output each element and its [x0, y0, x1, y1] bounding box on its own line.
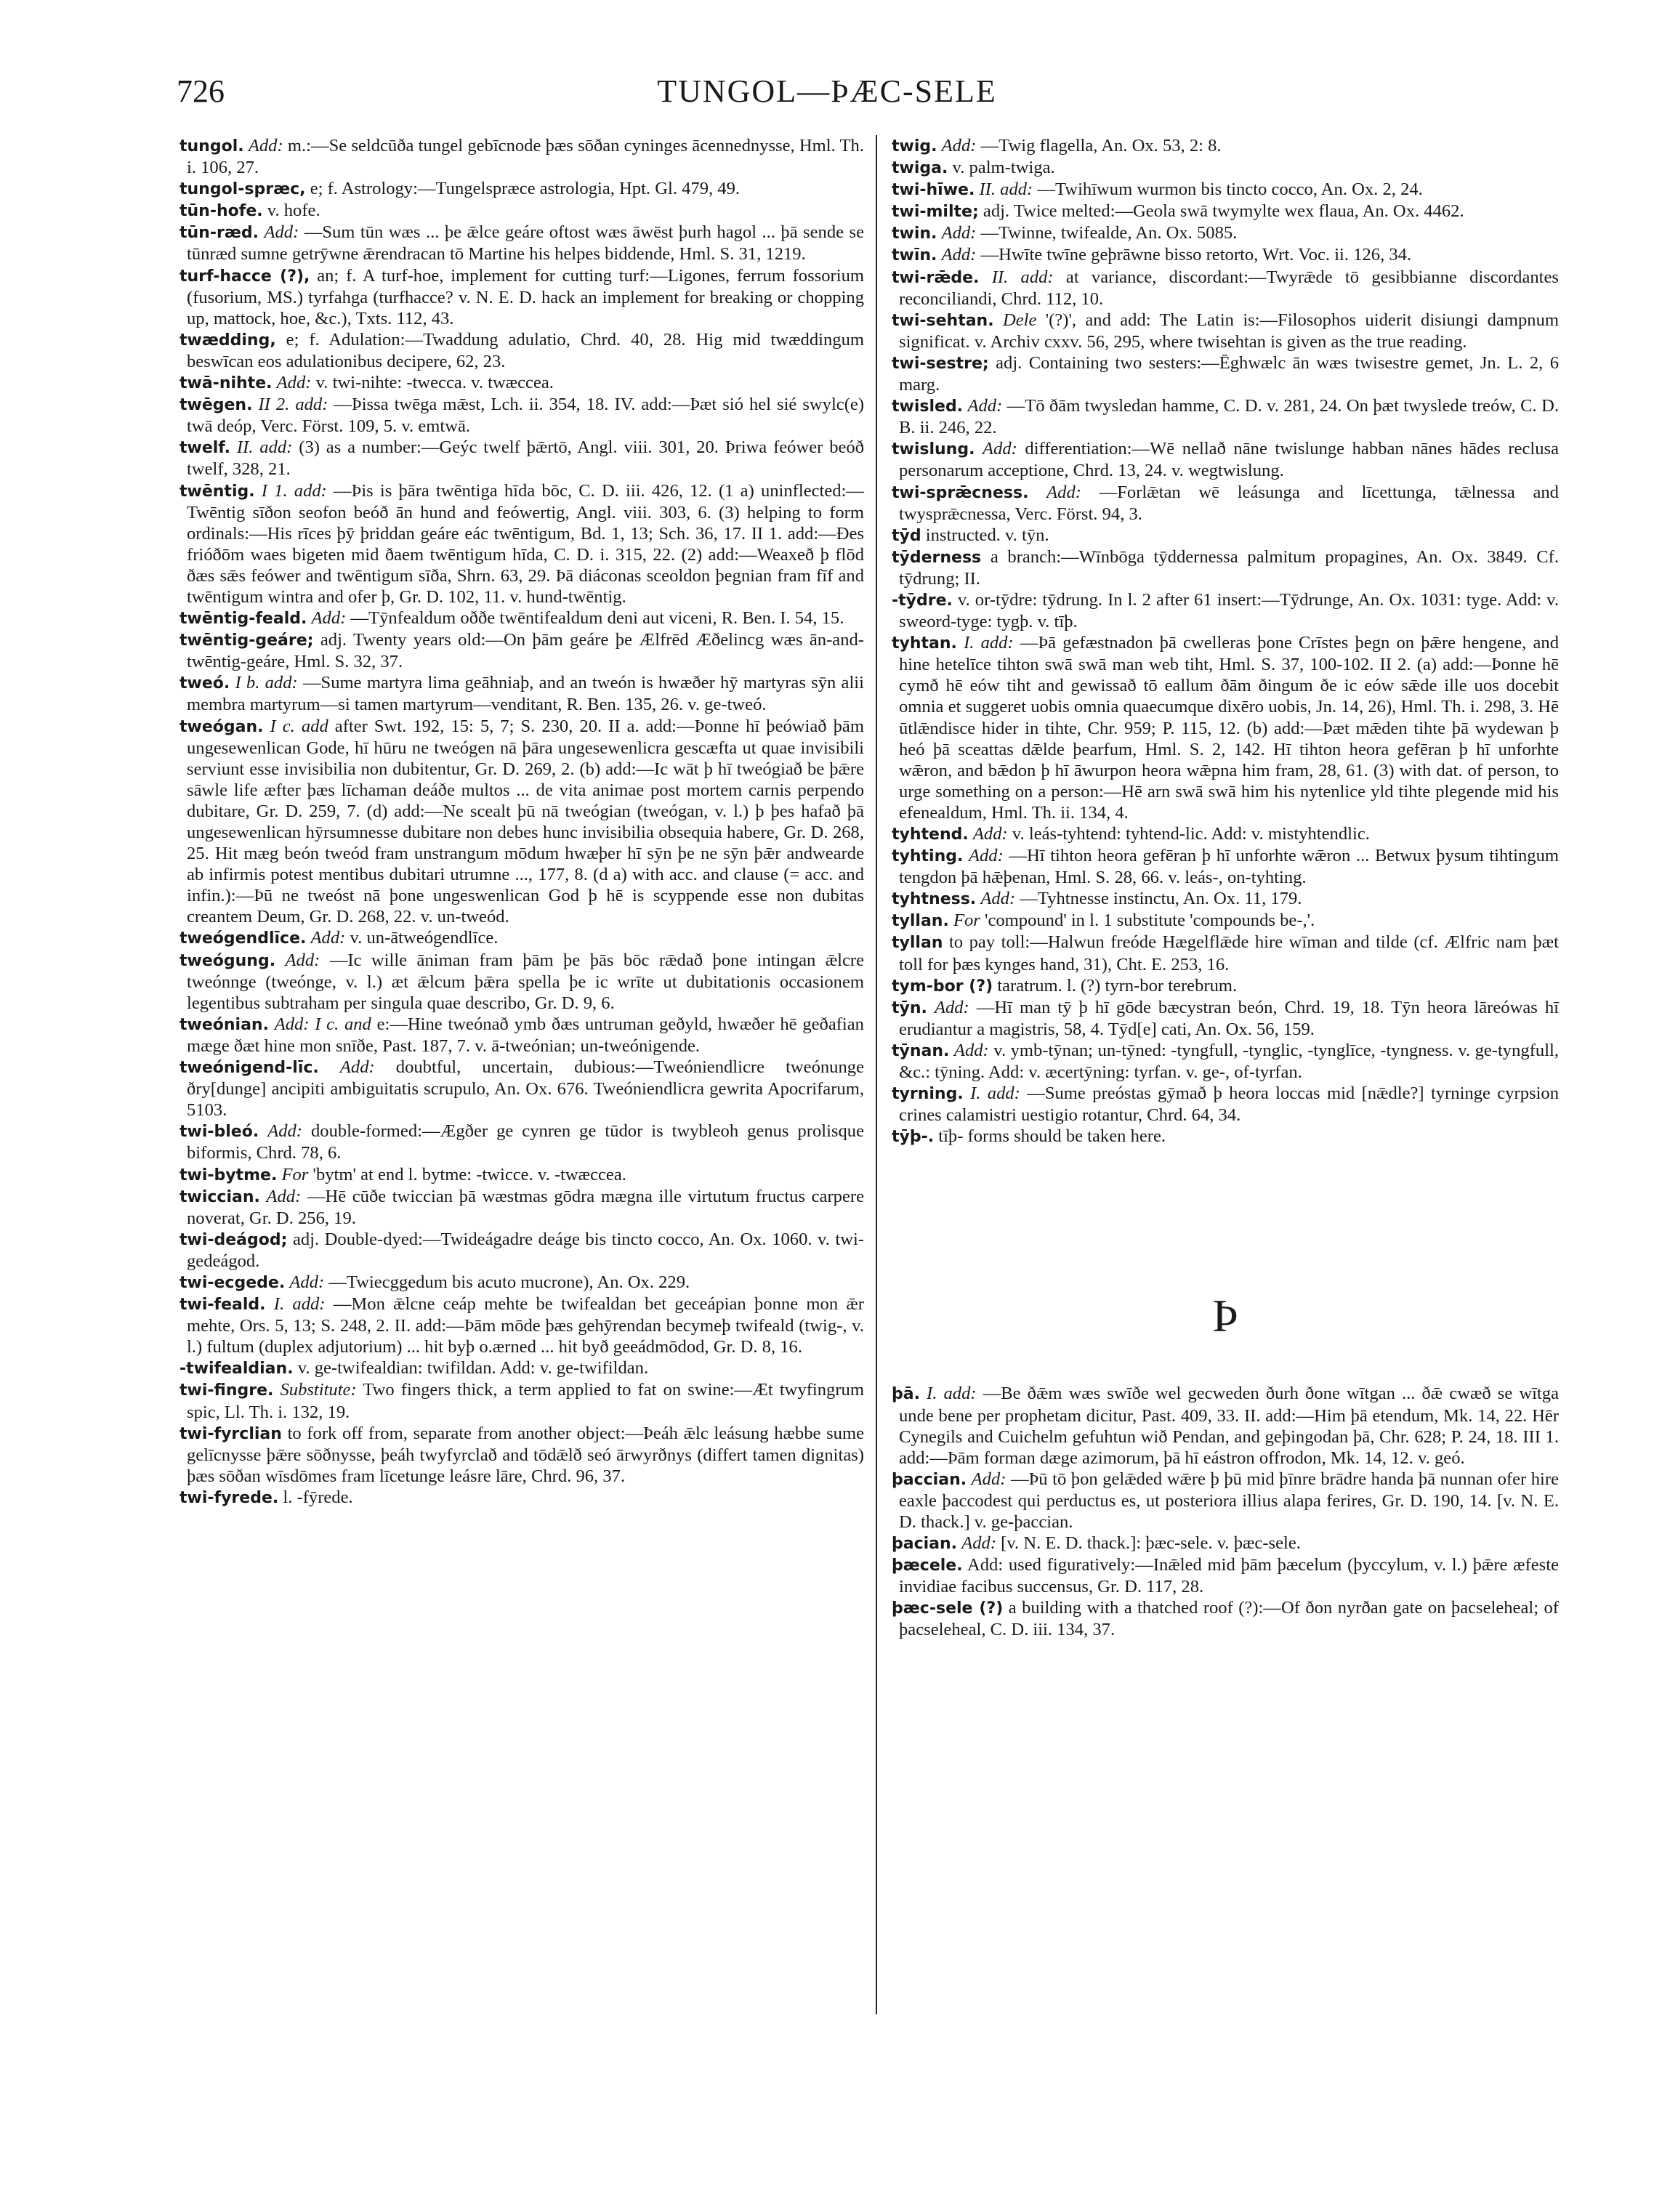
entry-label: Add: — [276, 373, 312, 393]
entry-text: —Sume preóstas gȳmað þ heora loccas mid [nǣdle?] tyrninge cyrpsion crines calamistri uestigio rotantur, Chrd. 64, 34. — [899, 1083, 1559, 1126]
entry-text: a branch:—Wīnbōga tȳddernessa palmitum propagines, An. Ox. 3849. Cf. tȳdrung; II. — [899, 546, 1559, 589]
dictionary-entry — [179, 135, 864, 178]
entry-headword: tūn-ræd. — [179, 224, 259, 243]
entry-headword: tȳderness — [892, 548, 982, 567]
entry-headword: twi-sprǣcness. — [892, 483, 1029, 502]
entry-label: Add: — [980, 889, 1016, 909]
entry-label: Add: — [248, 136, 283, 156]
dictionary-entry — [892, 525, 1559, 546]
entry-label: Dele — [1002, 310, 1037, 330]
entry-headword: tym-bor (?) — [892, 977, 993, 996]
entry-headword: twēntig. — [179, 482, 255, 501]
entry-text: adj. Double-dyed:—Twideágadre deáge bis tincto cocco, An. Ox. 1060. v. twi-gedeágod. — [187, 1229, 864, 1271]
entry-headword: tweógendlīce. — [179, 929, 307, 948]
entry-label: I. add: — [970, 1083, 1020, 1104]
entry-headword: tyllan — [892, 934, 943, 953]
entry-label: I. add: — [964, 633, 1014, 653]
dictionary-entry — [892, 267, 1559, 310]
entry-headword: þacian. — [892, 1535, 958, 1554]
entry-label: Add: — [285, 950, 320, 970]
entry-headword: þæcele. — [892, 1557, 963, 1575]
entry-text: —Hwīte twīne geþrāwne bisso retorto, Wrt. Voc. ii. 126, 34. — [980, 245, 1412, 265]
dictionary-entry — [892, 845, 1559, 888]
dictionary-entry — [892, 310, 1559, 352]
entry-text: v. ymb-tȳnan; un-tȳned: -tyngfull, -tynglic, -tynglīce, -tyngness. v. ge-tyngfull, &c.: tȳning. Add: v. æcertȳning: tyrfan. v. ge-, of-tyrfan. — [899, 1040, 1560, 1083]
entry-label: I c. add — [270, 716, 328, 736]
dictionary-entry — [892, 438, 1559, 481]
entry-text: l. -fȳrede. — [283, 1487, 353, 1507]
entry-text: v. or-tȳdre: tȳdrung. In l. 2 after 61 insert:—Tȳdrunge, An. Ox. 1031: tyge. Add: v. sweord-tyge: tygþ. v. tīþ. — [899, 589, 1559, 632]
dictionary-entry — [892, 546, 1559, 589]
dictionary-entry — [179, 1014, 864, 1057]
right-column-entries — [892, 135, 1559, 1147]
entry-label: Add: — [941, 223, 977, 243]
entry-label: I. add: — [927, 1384, 977, 1404]
entry-headword: tyhting. — [892, 847, 964, 866]
entry-headword: twīn. — [892, 246, 937, 265]
entry-text: to pay toll:—Halwun freóde Hægelflǣde hire wīman and tilde (cf. Ælfric nam þæt toll for þæs kynges hand, 31), Cht. E. 253, 16. — [899, 932, 1559, 974]
entry-headword: twi-fyrede. — [179, 1488, 279, 1507]
dictionary-entry — [892, 157, 1559, 179]
entry-label: I. add: — [273, 1294, 326, 1315]
entry-label: Add: — [310, 928, 346, 948]
entry-text: doubtful, uncertain, dubious:—Tweóniendlicre tweónunge ðry[dunge] ancipiti ambiguitatis scrupulo, An. Ox. 676. Tweóniendlicra gewrita Apocrifarum, 5103. — [187, 1057, 864, 1121]
entry-text: e; f. Adulation:—Twaddung adulatio, Chrd. 40, 28. Hig mid twæddingum beswīcan eos adulationibus decipere, 62, 23. — [187, 329, 864, 371]
entry-label: Add: — [934, 997, 969, 1017]
entry-headword: twi-feald. — [179, 1296, 266, 1315]
entry-text: —Be ðǣm wæs swīðe wel gecweden ðurh ðone wītgan ... ðǣ cwæð se wītga unde bene per prophetam dicitur, Past. 409, 33. II. add:—Him þā etendum, Mk. 14, 22. Hēr Cynegils and Cuichelm gefuhtun wið Pendan, and geþingodan þā, Chr. 628; P. 24, 18. III 1. add:—Þām forman dæge azimorum, þā hī eástron offrodon, Mk. 14, 12. v. geó. — [899, 1384, 1559, 1468]
entry-label: Add: — [266, 1186, 302, 1206]
entry-text: —Hī tihton heora gefēran þ hī unforhte wǣron ... Betwux þysum tihtingum tengdon þā hǣþenan, Hml. S. 28, 66. v. leás-, on-tyhting. — [899, 846, 1559, 888]
dictionary-entry — [179, 672, 864, 715]
entry-text: Add: used figuratively:—Inǣled mid þām þæcelum (þyccylum, v. l.) þǣre æfeste invidiae facibus succensus, Gr. D. 117, 28. — [899, 1555, 1559, 1597]
entry-label: Add: — [967, 396, 1003, 416]
dictionary-entry — [892, 244, 1559, 266]
dictionary-entry — [892, 1469, 1559, 1533]
entry-text: an; f. A turf-hoe, implement for cutting turf:—Ligones, ferrum fossorium (fusorium, MS.) tyrfahga (turfhacce? v. N. E. D. hack an implement for breaking or chopping up, mattock, hoe, &c.), Txts. 112, 43. — [187, 265, 864, 328]
entry-text: e; f. Astrology:—Tungelspræce astrologia, Hpt. Gl. 479, 49. — [310, 179, 741, 199]
dictionary-entry — [179, 1057, 864, 1121]
entry-text: v. palm-twiga. — [952, 158, 1055, 178]
dictionary-entry — [179, 1121, 864, 1163]
right-column — [892, 135, 1559, 1641]
entry-headword: twi-fyrclian — [179, 1424, 282, 1443]
left-column — [179, 135, 864, 1509]
entry-text: a building with a thatched roof (?):—Of ðon nyrðan gate on þacseleheal; of þacseleheal, C. D. iii. 134, 37. — [899, 1598, 1559, 1640]
entry-label: I b. add: — [235, 673, 298, 693]
dictionary-entry — [179, 1487, 864, 1509]
dictionary-entry — [179, 1379, 864, 1422]
entry-label: Add: — [289, 1272, 325, 1292]
entry-headword: twā-nihte. — [179, 374, 273, 393]
entry-text: instructed. v. tȳn. — [925, 525, 1049, 545]
entry-text: adj. Containing two sesters:—Ēghwælc ān wæs twisestre gemet, Jn. L. 2, 6 marg. — [899, 352, 1559, 395]
entry-text: —Ic wille āniman fram þām þe þās bōc rǣdað þone intingan ǣlcre tweónnge (tweónge, v. l.) æt ǣlcum þǣra spella þe ic wrīte ut dubitationis occasionem legentibus subtraham per singula quae describo, Gr. D. 9, 6. — [187, 950, 864, 1013]
entry-headword: twi-deágod; — [179, 1230, 288, 1249]
entry-text: differentiation:—Wē nellað nāne twislunge habban nānes hādes reclusa personarum acceptione, Chrd. 13, 24. v. wegtwislung. — [899, 439, 1559, 481]
entry-headword: tweónigend-līc. — [179, 1059, 319, 1078]
entry-headword: tungol-spræc, — [179, 180, 306, 199]
entry-headword: -tȳdre. — [892, 591, 953, 610]
entry-text: tīþ- forms should be taken here. — [938, 1126, 1166, 1147]
entry-headword: twi-hīwe. — [892, 181, 975, 200]
page-number: 726 — [177, 73, 225, 109]
dictionary-entry — [892, 823, 1559, 845]
dictionary-entry — [892, 1554, 1559, 1597]
entry-headword: tyrning. — [892, 1085, 964, 1104]
dictionary-entry — [892, 1083, 1559, 1126]
entry-headword: þaccian. — [892, 1470, 967, 1489]
entry-label: Add: — [264, 222, 299, 243]
entry-label: Add: — [941, 136, 977, 156]
dictionary-entry — [892, 932, 1559, 974]
dictionary-entry — [179, 394, 864, 437]
dictionary-entry — [179, 200, 864, 222]
entry-headword: tȳn. — [892, 998, 927, 1017]
entry-headword: twēntig-feald. — [179, 610, 307, 629]
entry-label: Add: — [983, 439, 1017, 459]
dictionary-entry — [892, 179, 1559, 201]
entry-text: —Þā gefæstnadon þā cwelleras þone Crīstes þegn on þǣre hengene, and hine hetelīce tihton swā swā man web tiht, Hml. S. 37, 100-102. II 2. (a) add:—Þonne hē cymð hē eów tiht and gewissað tō eallum ðām ðingum ðe ic eów sǣde ille uos docebit omnia et suggeret uobis omnia quaecumque dixēro uobis, Jn. 14, 26), Hml. Th. i. 298, 3. Hē ūtlǣndisce hider in tihte, Chr. 959; P. 115, 12. (b) add:—Þæt mǣden tihte þā wydewan þ heó þā sceattas dǣlde þearfum, Hml. S. 2, 142. Hī tihton heora gefēran þ hī unforhte wǣron, and bǣdon þ hī āwurpon heora wǣpna him fram, 28, 61. (3) with dat. of person, to urge something on a person:—Hē arn swā swā him his nytenlice yld tihte plegende mid his efenealdum, Hml. Th. ii. 134, 4. — [899, 633, 1559, 823]
dictionary-entry — [179, 927, 864, 949]
dictionary-entry — [179, 178, 864, 200]
entry-headword: twi-ecgede. — [179, 1273, 286, 1292]
entry-headword: þā. — [892, 1385, 920, 1404]
entry-headword: twisled. — [892, 397, 964, 416]
entry-label: Add: — [968, 846, 1004, 866]
entry-headword: tweónian. — [179, 1015, 269, 1034]
dictionary-entry — [179, 372, 864, 394]
entry-headword: tȳd — [892, 526, 921, 545]
entry-headword: tȳnan. — [892, 1041, 950, 1060]
dictionary-entry — [179, 329, 864, 372]
entry-label: II. add: — [236, 437, 293, 458]
entry-text: —Tō ðām twysledan hamme, C. D. v. 281, 24. On þæt twyslede treów, C. D. B. ii. 246, 22. — [899, 396, 1559, 438]
entry-headword: tungol. — [179, 137, 244, 156]
entry-text: v. un-ātweógendlīce. — [350, 928, 499, 948]
dictionary-entry — [892, 395, 1559, 438]
entry-text: adj. Twice melted:—Geola swā twymylte wex flaua, An. Ox. 4462. — [983, 201, 1464, 222]
entry-headword: turf-hacce (?), — [179, 267, 310, 286]
entry-headword: twi-sestre; — [892, 354, 989, 373]
entry-headword: twēntig-geáre; — [179, 631, 314, 650]
entry-text: to fork off from, separate from another object:—Þeáh ǣlc leásung hæbbe sume gelīcnysse þǣre sōðnysse, þeáh twyfyrclað and tōdǣlð seó ārwyrðnys (differt tamen dignitas) þæs sōðan wīsdōmes fram līcetunge leásre lāre, Chrd. 96, 37. — [187, 1423, 864, 1486]
entry-headword: þæc-sele (?) — [892, 1599, 1004, 1618]
entry-headword: twelf. — [179, 439, 231, 458]
entry-label: II. add: — [991, 267, 1054, 287]
entry-text: adj. Twenty years old:—On þām geáre þe Ælfrēd Æðelincg wæs ān-and-twēntig-geáre, Hml. S. 32, 37. — [187, 630, 864, 672]
entry-headword: twiga. — [892, 159, 948, 178]
entry-text: —Twig flagella, An. Ox. 53, 2: 8. — [980, 136, 1222, 156]
entry-text: 'compound' in l. 1 substitute 'compounds be-,'. — [985, 911, 1315, 931]
entry-headword: twi-rǣde. — [892, 268, 980, 287]
dictionary-entry — [892, 482, 1559, 525]
entry-text: taratrum. l. (?) tyrn-bor terebrum. — [997, 975, 1238, 996]
entry-headword: tȳþ-. — [892, 1128, 935, 1147]
entry-label: Add: — [267, 1121, 302, 1142]
dictionary-entry — [892, 997, 1559, 1040]
entry-text: —Tyhtnesse instinctu, An. Ox. 11, 179. — [1020, 889, 1302, 909]
entry-text: —Þissa twēga mǣst, Lch. ii. 354, 18. IV. add:—Þæt sió hel sié swylc(e) twā deóp, Verc. Först. 109, 5. v. emtwā. — [187, 395, 865, 437]
entry-text: v. ge-twifealdian: twifildan. Add: v. ge-twifildan. — [297, 1358, 649, 1379]
entry-text: 'bytm' at end l. bytme: -twicce. v. -twæccea. — [312, 1164, 626, 1184]
dictionary-entry — [892, 1597, 1559, 1640]
entry-label: Add: — [953, 1040, 989, 1060]
dictionary-entry — [179, 629, 864, 672]
column-divider — [876, 135, 877, 2014]
dictionary-entry — [179, 1357, 864, 1379]
entry-text: —Sume martyra lima geāhniaþ, and an tweón is hwæðer hȳ martyras sȳn alii membra martyrum—si tamen martyrum—venditant, R. Ben. 135, 26. v. ge-tweó. — [187, 673, 864, 715]
entry-text: at variance, discordant:—Twyrǣde tō gesibbianne discordantes reconciliandi, Chrd. 112, 10. — [899, 267, 1560, 309]
entry-headword: twēgen. — [179, 396, 253, 415]
section-letter: Þ — [1212, 1290, 1238, 1342]
dictionary-entry — [892, 910, 1559, 932]
dictionary-entry — [179, 1229, 864, 1272]
dictionary-entry — [179, 1293, 864, 1357]
dictionary-entry — [892, 352, 1559, 395]
entry-label: For — [281, 1164, 309, 1184]
entry-label: II 2. add: — [258, 395, 328, 415]
entry-headword: twi-sehtan. — [892, 311, 994, 330]
entry-label: Add: — [971, 1469, 1006, 1489]
entry-text: v. leás-tyhtend: tyhtend-lic. Add: v. mistyhtendlic. — [1012, 824, 1370, 844]
dictionary-entry — [179, 1164, 864, 1186]
dictionary-entry — [892, 201, 1559, 222]
entry-headword: twi-bleó. — [179, 1123, 259, 1142]
entry-text: (3) as a number:—Geýc twelf þǣrtō, Angl. viii. 301, 20. Þriwa feówer beóð twelf, 328, 21. — [187, 437, 865, 480]
entry-headword: tyhtan. — [892, 634, 957, 653]
entry-headword: twig. — [892, 137, 937, 156]
entry-text: —Þis is þāra twēntiga hīda bōc, C. D. iii. 426, 12. (1 a) uninflected:—Twēntig sīðon seofon beóð ān hund and feówertig, Angl. viii. 303, 6. (3) helping to form ordinals:—His rīces þȳ þriddan geáre eác twēntigum, Bd. 1, 13; Sch. 36, 17. II 1. add:—Ðes frióðōm waes bigeten mid ðaem twēntigum hīda, C. D. i. 315, 22. (2) add:—Weaxeð þ flōd ðæs sǣs feówer and twēntigum sīða, Shrn. 63, 29. Þā diáconas sceoldon þegnian fram fīf and twēntigum wintra and ofer þ, Gr. D. 102, 11. v. hund-twēntig. — [187, 480, 864, 607]
entry-text: —Twinne, twifealde, An. Ox. 5085. — [980, 223, 1238, 243]
entry-text: [v. N. E. D. thack.]: þæc-sele. v. þæc-sele. — [1001, 1533, 1301, 1554]
dictionary-entry — [892, 632, 1559, 823]
dictionary-entry — [892, 1040, 1559, 1083]
dictionary-entry — [892, 589, 1559, 632]
entry-headword: tweógung. — [179, 951, 276, 970]
entry-text: '(?)', and add: The Latin is:—Filosophos uiderit disiungi dampnum significat. v. Archiv cxxv. 56, 295, where twisehtan is given as the true reading. — [899, 310, 1559, 352]
entry-text: —Tȳnfealdum oððe twēntifealdum deni aut viceni, R. Ben. I. 54, 15. — [350, 608, 844, 629]
entry-headword: tweógan. — [179, 717, 264, 736]
entry-headword: tyhtend. — [892, 826, 969, 844]
entry-label: Add: — [339, 1057, 375, 1078]
dictionary-entry — [179, 222, 864, 265]
dictionary-entry — [892, 975, 1559, 997]
entry-text: v. twi-nihte: -twecca. v. twæccea. — [315, 373, 554, 393]
entry-text: Two fingers thick, a term applied to fat on swine:—Æt twyfingrum spic, Ll. Th. i. 132, 19. — [187, 1380, 864, 1422]
entry-text: —Twihīwum wurmon bis tincto cocco, An. Ox. 2, 24. — [1037, 179, 1423, 200]
entry-text: —Hī man tȳ þ hī gōde bæcystran beón, Chrd. 19, 18. Tȳn heora lāreówas hī erudiantur a magistris, 58, 4. Tȳd[e] cati, An. Ox. 56, 159. — [899, 997, 1559, 1039]
right-column-section-entries — [892, 1383, 1559, 1640]
entry-label: II. add: — [979, 179, 1033, 200]
entry-label: For — [953, 911, 980, 931]
entry-headword: -twifealdian. — [179, 1360, 294, 1379]
entry-text: e:—Hine tweónað ymb ðæs untruman geðyld, hwæðer hē geðafian mæge ðæt hine mon snīðe, Past. 187, 7. v. ā-tweónian; un-tweónigende. — [187, 1014, 864, 1056]
dictionary-entry — [892, 1383, 1559, 1468]
entry-text: —Hē cūðe twiccian þā wæstmas gōdra mægna ille virtutum fructus carpere noverat, Gr. D. 256, 19. — [187, 1186, 864, 1228]
entry-headword: twislung. — [892, 440, 975, 459]
entry-label: Add: — [1046, 482, 1081, 502]
dictionary-entry — [179, 716, 864, 928]
entry-label: Add: — [972, 824, 1008, 844]
dictionary-entry — [179, 480, 864, 608]
dictionary-entry — [179, 1423, 864, 1487]
dictionary-entry — [892, 1126, 1559, 1147]
entry-text: after Swt. 192, 15: 5, 7; S. 230, 20. II a. add:—Þonne hī þeówiað þām ungesewenlican Gode, hī hūru ne tweógen nā þāra ungesewenlicra gescæfta ut quae invisibili serviunt esse invisibilia non dubitentur, Gr. D. 269, 2. (b) add:—Ic wāt þ hī tweógiað be þǣre sāwle life æfter þæs līchaman deáðe multos ... de vita animae post mortem carnis perpendo dubitare, Gr. D. 259, 7. (d) add:—Ne scealt þū nā tweógian (tweógan, v. l.) þ þes hafað þā ungesewenlican hȳrsumnesse dubitare non debes hunc invisibilia obsequia habere, Gr. D. 268, 25. Hit mæg beón tweód fram unstrangum mōdum hwæþer hī sȳn þe ne sȳn þǣr andwearde ab infirmis potest mentibus dubitari utrumne ..., 177, 8. (d a) with acc. and clause (= acc. and infin.):—Þū ne tweóst nā þone ungeswenlican God þ hē is scyppende esse non dubitas creantem Deum, Gr. D. 268, 22. v. un-tweód. — [187, 716, 864, 927]
entry-label: I 1. add: — [261, 480, 327, 501]
dictionary-entry — [179, 437, 864, 480]
entry-headword: tyllan. — [892, 912, 949, 931]
entry-headword: tyhtness. — [892, 890, 977, 909]
entry-text: v. hofe. — [267, 201, 320, 221]
dictionary-entry — [179, 1186, 864, 1229]
dictionary-entry — [179, 1272, 864, 1293]
entry-text: double-formed:—Ægðer ge cynren ge tūdor is twybleoh genus prolisque biformis, Chrd. 78, 6. — [187, 1121, 865, 1163]
entry-text: m.:—Se seldcūða tungel gebīcnode þæs sōðan cyninges ācennednysse, Hml. Th. i. 106, 27. — [187, 136, 864, 178]
page-title: TUNGOL—ÞÆC-SELE — [657, 73, 997, 109]
entry-text: —Twiecggedum bis acuto mucrone), An. Ox. 229. — [328, 1272, 690, 1292]
entry-headword: twi-fingre. — [179, 1381, 274, 1400]
entry-text: —Sum tūn wæs ... þe ǣlce geáre oftost wæs āwēst þurh hagol ... þā sende se tūnræd sumne getrȳwne ǣrendracan tō Martine his helpes biddende, Hml. S. 31, 1219. — [187, 222, 865, 265]
dictionary-entry — [892, 888, 1559, 910]
entry-headword: tweó. — [179, 674, 230, 693]
dictionary-entry — [179, 608, 864, 629]
entry-headword: twiccian. — [179, 1187, 260, 1206]
dictionary-entry — [892, 1533, 1559, 1554]
dictionary-entry — [179, 950, 864, 1014]
entry-headword: twædding, — [179, 331, 276, 350]
entry-headword: tūn-hofe. — [179, 202, 263, 221]
dictionary-entry — [892, 222, 1559, 244]
entry-label: Substitute: — [280, 1380, 357, 1400]
entry-label: Add: — [941, 245, 977, 265]
entry-text: —Forlǣtan wē leásunga and līcettunga, tǣlnessa and twysprǣcnessa, Verc. Först. 94, 3. — [899, 482, 1559, 524]
entry-headword: twin. — [892, 225, 937, 243]
entry-label: Add: — [311, 608, 347, 629]
dictionary-entry — [179, 265, 864, 329]
entry-headword: twi-milte; — [892, 203, 979, 222]
entry-text: —Þū tō þon gelǣded wǣre þ þū mid þīnre brādre handa þā nunnan ofer hire eaxle þaccodest qui perductus es, ut posteriora illius alapa ferires, Gr. D. 190, 14. [v. N. E. D. thack.] v. ge-þaccian. — [899, 1469, 1559, 1532]
entry-label: Add: I c. and — [274, 1014, 371, 1034]
dictionary-entry — [892, 135, 1559, 157]
entry-headword: twi-bytme. — [179, 1166, 278, 1184]
entry-text: —Mon ǣlcne ceáp mehte be twifealdan bet geceápian þonne mon ǣr mehte, Ors. 5, 13; S. 248, 2. II. add:—Þām mōde þæs gehȳrendan becymeþ twifeald (twig-, v. l.) fultum (duplex adjutorium) ... hit byþ o.ærned ... hit byð geeádmōdod, Gr. D. 8, 16. — [187, 1294, 864, 1357]
entry-label: Add: — [961, 1533, 997, 1554]
